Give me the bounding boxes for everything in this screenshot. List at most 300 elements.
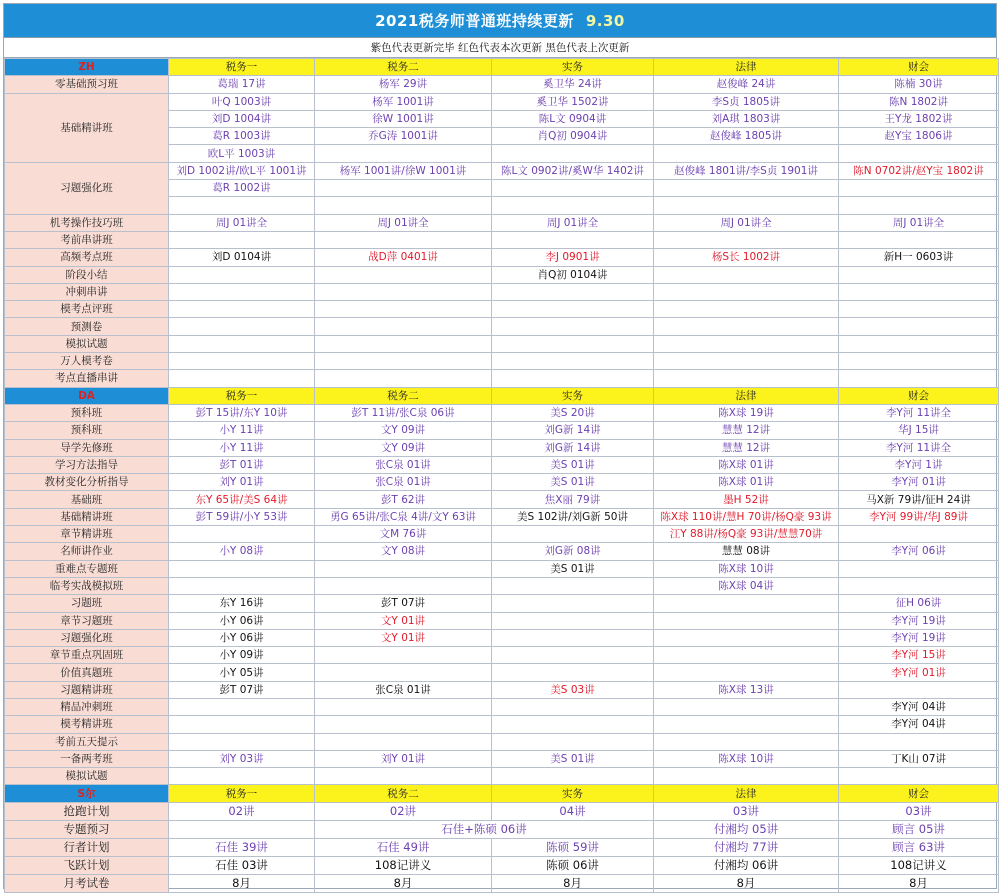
- course-cell: [492, 612, 654, 629]
- course-cell: [839, 231, 999, 248]
- row-label: 零基础预习班: [5, 76, 169, 93]
- table-row: [5, 93, 999, 110]
- course-cell: [169, 266, 315, 283]
- course-cell: [492, 180, 654, 197]
- course-cell: [169, 197, 315, 214]
- course-cell: 8月: [315, 874, 492, 892]
- course-cell: [169, 716, 315, 733]
- course-cell: 勇G 65讲/张C泉 4讲/文Y 63讲: [315, 508, 492, 525]
- course-cell: 肖Q初 0904讲: [492, 128, 654, 145]
- course-cell: [492, 231, 654, 248]
- row-label: 价值真题班: [5, 664, 169, 681]
- subject-header: 税务一: [169, 387, 315, 404]
- row-label: 预科班: [5, 422, 169, 439]
- course-cell: 文Y 09讲: [315, 422, 492, 439]
- course-cell: 美S 20讲: [492, 404, 654, 421]
- course-cell: 赵Y宝 1806讲: [839, 128, 999, 145]
- row-label: 模拟试题: [5, 335, 169, 352]
- row-label: 模考精讲班: [5, 716, 169, 733]
- course-cell: [492, 733, 654, 750]
- row-label: 习题强化班: [5, 629, 169, 646]
- table-row: [5, 595, 999, 612]
- course-cell: 陈硕 06讲: [492, 856, 654, 874]
- course-cell: 李Y河 06讲: [839, 543, 999, 560]
- course-cell: [169, 318, 315, 335]
- course-cell: 小Y 05讲: [169, 664, 315, 681]
- course-cell: [839, 681, 999, 698]
- subject-header: 财会: [839, 785, 999, 802]
- sheet-title-bar: [4, 4, 996, 38]
- table-row: [5, 664, 999, 681]
- course-cell: 彭T 59讲/小Y 53讲: [169, 508, 315, 525]
- course-cell: 文Y 01讲: [315, 629, 492, 646]
- course-cell: [169, 526, 315, 543]
- course-cell: [654, 145, 839, 162]
- subject-header: 法律: [654, 59, 839, 76]
- course-cell: 美S 01讲: [492, 750, 654, 767]
- course-cell: 李Y河 04讲: [839, 698, 999, 715]
- course-cell: [839, 335, 999, 352]
- subject-header: 税务二: [315, 785, 492, 802]
- course-cell: 刘Y 01讲: [169, 474, 315, 491]
- course-cell: [492, 526, 654, 543]
- course-cell: [654, 595, 839, 612]
- subject-header: 税务一: [169, 59, 315, 76]
- course-cell: [654, 664, 839, 681]
- course-cell: [492, 318, 654, 335]
- course-cell: 李J 0901讲: [492, 249, 654, 266]
- course-cell: 杨军 1001讲: [315, 93, 492, 110]
- table-row: [5, 249, 999, 266]
- table-row: [5, 560, 999, 577]
- course-cell: [169, 733, 315, 750]
- course-cell: 付湘均 06讲: [654, 856, 839, 874]
- course-cell: 03讲: [839, 802, 999, 820]
- course-cell: 小Y 08讲: [169, 543, 315, 560]
- course-cell: [315, 231, 492, 248]
- course-cell: 慧慧 12讲: [654, 422, 839, 439]
- table-row: [5, 404, 999, 421]
- table-row: [5, 508, 999, 525]
- course-cell: 李Y河 1讲: [839, 456, 999, 473]
- course-cell: [315, 283, 492, 300]
- table-row: [5, 283, 999, 300]
- course-cell: [492, 301, 654, 318]
- course-cell: [169, 301, 315, 318]
- course-cell: 墨H 52讲: [654, 491, 839, 508]
- row-label: 月考试卷: [5, 874, 169, 892]
- row-label: 冲刺串讲: [5, 283, 169, 300]
- course-cell: [839, 197, 999, 214]
- table-row: [5, 301, 999, 318]
- course-cell: [839, 768, 999, 785]
- table-row: [5, 629, 999, 646]
- course-cell: 顾言 05讲: [839, 820, 999, 838]
- course-cell: 张C泉 01讲: [315, 456, 492, 473]
- table-row: [5, 768, 999, 785]
- course-cell: [492, 145, 654, 162]
- course-cell: [169, 283, 315, 300]
- row-label: 考前串讲班: [5, 231, 169, 248]
- course-cell: [169, 577, 315, 594]
- row-label: 机考操作技巧班: [5, 214, 169, 231]
- table-row: [5, 353, 999, 370]
- course-cell: [654, 353, 839, 370]
- course-cell: 赵俊峰 1805讲: [654, 128, 839, 145]
- subject-header: 税务一: [169, 785, 315, 802]
- section-name: S尔: [5, 785, 169, 802]
- row-label: 临考实战模拟班: [5, 577, 169, 594]
- course-cell: [839, 283, 999, 300]
- course-cell: [492, 353, 654, 370]
- course-cell: [654, 768, 839, 785]
- course-cell: [839, 145, 999, 162]
- course-cell: 杨军 1001讲/徐W 1001讲: [315, 162, 492, 179]
- course-cell: 李Y河 11讲全: [839, 439, 999, 456]
- course-cell: 小Y 06讲: [169, 629, 315, 646]
- course-cell: [492, 698, 654, 715]
- table-row: [5, 231, 999, 248]
- subject-header: 实务: [492, 387, 654, 404]
- course-cell: 陈硕 59讲: [492, 838, 654, 856]
- course-cell: 李Y河 11讲全: [839, 404, 999, 421]
- course-cell: 华J 15讲: [839, 422, 999, 439]
- section-name: ZH: [5, 59, 169, 76]
- course-cell: 陈N 1802讲: [839, 93, 999, 110]
- course-cell: 小Y 09讲: [169, 647, 315, 664]
- course-cell: 文M 76讲: [315, 526, 492, 543]
- course-cell: 周J 01讲全: [839, 214, 999, 231]
- course-table: [4, 58, 999, 893]
- course-cell: [315, 664, 492, 681]
- row-label: 章节重点巩固班: [5, 647, 169, 664]
- course-cell: [839, 301, 999, 318]
- row-label: 教材变化分析指导: [5, 474, 169, 491]
- course-cell: [315, 768, 492, 785]
- subject-header: 财会: [839, 59, 999, 76]
- course-cell: 108记讲义: [315, 856, 492, 874]
- course-cell: [492, 664, 654, 681]
- table-row: [5, 370, 999, 387]
- course-cell: [315, 197, 492, 214]
- course-cell: 彭T 07讲: [315, 595, 492, 612]
- course-cell: 陈N 0702讲/赵Y宝 1802讲: [839, 162, 999, 179]
- course-cell: 彭T 11讲/张C泉 06讲: [315, 404, 492, 421]
- course-cell: 征H 06讲: [839, 595, 999, 612]
- course-cell: [169, 353, 315, 370]
- course-cell: 王Y龙 1802讲: [839, 110, 999, 127]
- sheet-title: 2021税务师普通班持续更新: [375, 12, 574, 30]
- table-row: [5, 456, 999, 473]
- table-row: [5, 838, 999, 856]
- row-label: 预测卷: [5, 318, 169, 335]
- table-row: [5, 439, 999, 456]
- course-cell: [315, 733, 492, 750]
- row-label: 学习方法指导: [5, 456, 169, 473]
- course-cell: [654, 612, 839, 629]
- course-cell: 李Y河 19讲: [839, 612, 999, 629]
- course-cell: 顾言 63讲: [839, 838, 999, 856]
- row-label: 习题精讲班: [5, 681, 169, 698]
- table-row: [5, 750, 999, 767]
- course-cell: 文Y 01讲: [315, 612, 492, 629]
- course-cell: 美S 01讲: [492, 474, 654, 491]
- subject-header: 法律: [654, 387, 839, 404]
- course-cell: 小Y 11讲: [169, 422, 315, 439]
- course-cell: [315, 698, 492, 715]
- course-cell: [315, 370, 492, 387]
- course-cell: 108记讲义: [839, 856, 999, 874]
- course-cell: 李Y河 19讲: [839, 629, 999, 646]
- course-cell: 焦X丽 79讲: [492, 491, 654, 508]
- course-cell: 陈L文 0904讲: [492, 110, 654, 127]
- table-row: [5, 716, 999, 733]
- course-cell: [492, 283, 654, 300]
- row-label: 高频考点班: [5, 249, 169, 266]
- row-label: 万人模考卷: [5, 353, 169, 370]
- course-cell: [169, 698, 315, 715]
- course-cell: 李Y河 01讲: [839, 474, 999, 491]
- course-cell: [654, 266, 839, 283]
- course-cell: 李Y河 01讲: [839, 664, 999, 681]
- table-row: [5, 802, 999, 820]
- course-cell: 奚卫华 24讲: [492, 76, 654, 93]
- course-cell: [315, 318, 492, 335]
- course-cell: [169, 560, 315, 577]
- course-cell: [839, 560, 999, 577]
- row-label: 专题预习: [5, 820, 169, 838]
- table-row: [5, 162, 999, 179]
- course-cell: [654, 318, 839, 335]
- row-label: 基础班: [5, 491, 169, 508]
- course-cell: 周J 01讲全: [315, 214, 492, 231]
- course-cell: [492, 335, 654, 352]
- course-cell: 东Y 16讲: [169, 595, 315, 612]
- course-cell: 丁K山 07讲: [839, 750, 999, 767]
- course-cell: [492, 647, 654, 664]
- row-label: 考点直播串讲: [5, 370, 169, 387]
- course-cell: [315, 560, 492, 577]
- row-label: 名师讲作业: [5, 543, 169, 560]
- course-cell: 新H一 0603讲: [839, 249, 999, 266]
- course-cell: 02讲: [169, 802, 315, 820]
- course-cell: 李Y河 15讲: [839, 647, 999, 664]
- course-cell: 小Y 11讲: [169, 439, 315, 456]
- row-label: 习题班: [5, 595, 169, 612]
- table-row: [5, 612, 999, 629]
- course-cell: [169, 768, 315, 785]
- course-cell: 美S 01讲: [492, 560, 654, 577]
- course-cell: 张C泉 01讲: [315, 474, 492, 491]
- course-cell: [315, 647, 492, 664]
- course-cell: [315, 180, 492, 197]
- table-row: [5, 491, 999, 508]
- course-cell: 葛R 1003讲: [169, 128, 315, 145]
- course-cell: 赵俊峰 24讲: [654, 76, 839, 93]
- course-update-sheet: [3, 3, 997, 889]
- course-cell: 陈楠 30讲: [839, 76, 999, 93]
- course-cell: [315, 266, 492, 283]
- course-cell: 付湘均 05讲: [654, 820, 839, 838]
- course-cell: [315, 716, 492, 733]
- course-cell: 周J 01讲全: [654, 214, 839, 231]
- course-cell: 陈L文 0902讲/奚W华 1402讲: [492, 162, 654, 179]
- course-cell: [315, 335, 492, 352]
- course-cell: 刘A琪 1803讲: [654, 110, 839, 127]
- table-row: [5, 874, 999, 892]
- course-cell: [169, 820, 315, 838]
- course-cell: 赵俊峰 1801讲/李S贞 1901讲: [654, 162, 839, 179]
- course-cell: [654, 180, 839, 197]
- course-cell: 美S 03讲: [492, 681, 654, 698]
- course-cell: 张C泉 01讲: [315, 681, 492, 698]
- course-cell: 刘G新 14讲: [492, 422, 654, 439]
- course-cell: [315, 577, 492, 594]
- course-cell: [492, 197, 654, 214]
- course-cell: [315, 301, 492, 318]
- course-cell: 叶Q 1003讲: [169, 93, 315, 110]
- course-cell: 8月: [169, 874, 315, 892]
- course-cell: [654, 629, 839, 646]
- course-cell: 杨军 29讲: [315, 76, 492, 93]
- course-cell: 8月: [839, 874, 999, 892]
- course-cell: 石佳 49讲: [315, 838, 492, 856]
- course-cell: 刘Y 01讲: [315, 750, 492, 767]
- row-label: 基础精讲班: [5, 93, 169, 162]
- course-cell: [654, 231, 839, 248]
- course-cell: [654, 370, 839, 387]
- course-cell: 葛瑞 17讲: [169, 76, 315, 93]
- course-cell: 刘G新 14讲: [492, 439, 654, 456]
- course-cell: 周J 01讲全: [169, 214, 315, 231]
- course-cell: 慧慧 08讲: [654, 543, 839, 560]
- table-row: [5, 698, 999, 715]
- color-legend: 紫色代表更新完毕 红色代表本次更新 黑色代表上次更新: [4, 38, 996, 58]
- course-cell: 美S 01讲: [492, 456, 654, 473]
- course-cell: 文Y 08讲: [315, 543, 492, 560]
- course-cell: 陈X球 04讲: [654, 577, 839, 594]
- course-cell: 彭T 62讲: [315, 491, 492, 508]
- table-row: [5, 474, 999, 491]
- table-row: [5, 335, 999, 352]
- course-cell: 东Y 65讲/美S 64讲: [169, 491, 315, 508]
- table-row: [5, 76, 999, 93]
- course-cell: [839, 266, 999, 283]
- course-cell: 陈X球 13讲: [654, 681, 839, 698]
- course-cell: [492, 629, 654, 646]
- row-label: 考前五天提示: [5, 733, 169, 750]
- course-cell: 江Y 88讲/杨Q豪 93讲/慧慧70讲: [654, 526, 839, 543]
- row-label: 飞跃计划: [5, 856, 169, 874]
- table-row: [5, 422, 999, 439]
- course-cell: 刘D 1004讲: [169, 110, 315, 127]
- course-cell: 刘D 0104讲: [169, 249, 315, 266]
- row-label: 预科班: [5, 404, 169, 421]
- subject-header: 实务: [492, 59, 654, 76]
- course-cell: 陈X球 19讲: [654, 404, 839, 421]
- row-label: 导学先修班: [5, 439, 169, 456]
- course-cell: [839, 370, 999, 387]
- subject-header: 法律: [654, 785, 839, 802]
- course-cell: 徐W 1001讲: [315, 110, 492, 127]
- row-label: 习题强化班: [5, 162, 169, 214]
- table-row: [5, 647, 999, 664]
- course-cell: [169, 370, 315, 387]
- subject-header: 税务二: [315, 59, 492, 76]
- course-cell: [492, 577, 654, 594]
- course-cell: 杨S长 1002讲: [654, 249, 839, 266]
- row-label: 精品冲刺班: [5, 698, 169, 715]
- course-cell: [839, 318, 999, 335]
- course-cell: 8月: [492, 874, 654, 892]
- course-cell: [492, 716, 654, 733]
- section-header-row: [5, 387, 999, 404]
- row-label: 行者计划: [5, 838, 169, 856]
- row-label: 基础精讲班: [5, 508, 169, 525]
- course-cell: [839, 577, 999, 594]
- course-cell: [839, 526, 999, 543]
- course-cell: [654, 301, 839, 318]
- course-cell: [315, 353, 492, 370]
- course-cell: 陈X球 110讲/慧H 70讲/杨Q豪 93讲: [654, 508, 839, 525]
- course-cell: 欧L平 1003讲: [169, 145, 315, 162]
- row-label: 抢跑计划: [5, 802, 169, 820]
- row-label: 阶段小结: [5, 266, 169, 283]
- course-cell: 战D萍 0401讲: [315, 249, 492, 266]
- course-cell: 李S贞 1805讲: [654, 93, 839, 110]
- course-cell: 刘G新 08讲: [492, 543, 654, 560]
- course-cell: 陈X球 01讲: [654, 474, 839, 491]
- row-label: 一备两考班: [5, 750, 169, 767]
- table-row: [5, 526, 999, 543]
- table-row: [5, 577, 999, 594]
- course-cell: [315, 145, 492, 162]
- table-row: [5, 214, 999, 231]
- course-cell: 美S 102讲/刘G新 50讲: [492, 508, 654, 525]
- course-cell: 陈X球 10讲: [654, 750, 839, 767]
- course-cell: 8月: [654, 874, 839, 892]
- course-cell: 马X新 79讲/征H 24讲: [839, 491, 999, 508]
- course-cell: [654, 335, 839, 352]
- table-row: [5, 820, 999, 838]
- course-cell: 小Y 06讲: [169, 612, 315, 629]
- course-cell: [839, 733, 999, 750]
- subject-header: 财会: [839, 387, 999, 404]
- course-cell: [492, 370, 654, 387]
- section-name: DA: [5, 387, 169, 404]
- course-cell: 刘Y 03讲: [169, 750, 315, 767]
- row-label: 模拟试题: [5, 768, 169, 785]
- course-cell: [654, 283, 839, 300]
- course-cell: 周J 01讲全: [492, 214, 654, 231]
- table-row: [5, 681, 999, 698]
- course-cell: 乔G涛 1001讲: [315, 128, 492, 145]
- course-cell: 彭T 01讲: [169, 456, 315, 473]
- course-cell: 03讲: [654, 802, 839, 820]
- course-cell: 刘D 1002讲/欧L平 1001讲: [169, 162, 315, 179]
- course-cell: 石佳 39讲: [169, 838, 315, 856]
- course-cell: 慧慧 12讲: [654, 439, 839, 456]
- row-label: 模考点评班: [5, 301, 169, 318]
- sheet-date: 9.30: [585, 11, 625, 30]
- course-cell: 02讲: [315, 802, 492, 820]
- course-cell: [839, 180, 999, 197]
- course-cell: 04讲: [492, 802, 654, 820]
- course-cell: 付湘均 77讲: [654, 838, 839, 856]
- course-cell: 彭T 15讲/东Y 10讲: [169, 404, 315, 421]
- course-cell: 文Y 09讲: [315, 439, 492, 456]
- course-cell: [169, 231, 315, 248]
